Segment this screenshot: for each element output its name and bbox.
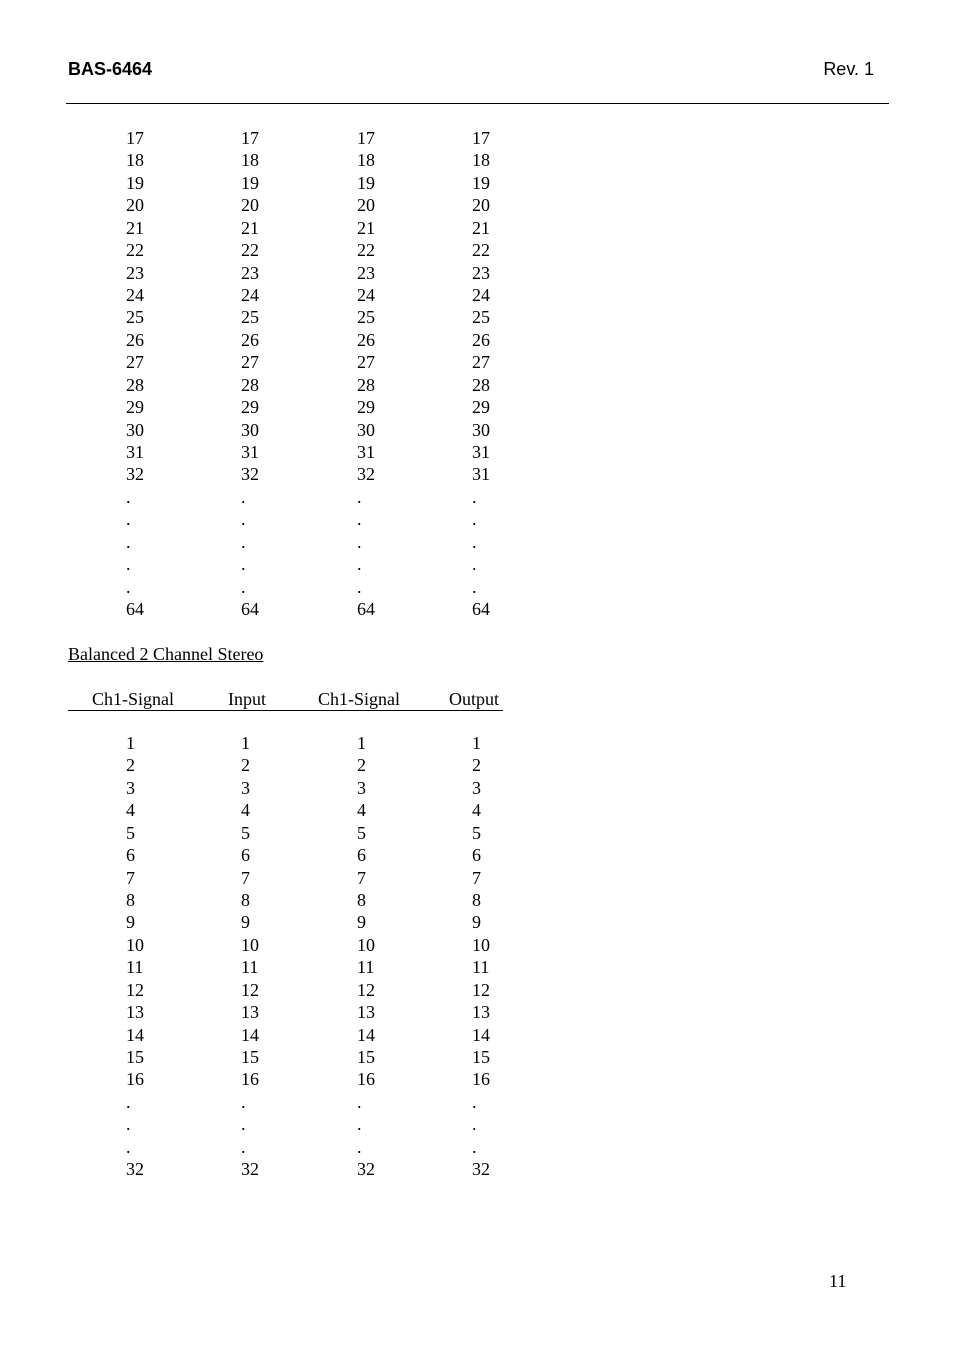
- table-cell: 32: [126, 464, 144, 485]
- table-cell: 5: [241, 822, 250, 843]
- table-cell: .: [241, 486, 246, 507]
- table-cell: 24: [241, 285, 259, 305]
- table-cell: 14: [472, 1024, 490, 1045]
- table-cell: 14: [241, 1024, 259, 1045]
- table-cell: 10: [472, 934, 490, 955]
- table-cell: 15: [126, 1047, 144, 1068]
- table-cell: 11: [357, 957, 375, 978]
- table-cell: 28: [241, 374, 259, 395]
- table-cell: .: [472, 1136, 477, 1157]
- table-cell: .: [472, 531, 477, 552]
- table-cell: .: [241, 509, 246, 530]
- table-cell: 19: [472, 172, 490, 193]
- table-cell: 64: [357, 599, 375, 620]
- table-cell: 18: [241, 150, 259, 171]
- table-cell: 32: [241, 1159, 259, 1180]
- table-cell: 31: [126, 442, 144, 463]
- page-number: 11: [829, 1271, 847, 1291]
- table-cell: 1: [126, 733, 135, 753]
- table-cell: 64: [472, 599, 490, 620]
- table-cell: 22: [126, 240, 144, 261]
- table-cell: 29: [241, 397, 259, 418]
- table-cell: 23: [472, 262, 490, 283]
- table-cell: 19: [241, 172, 259, 193]
- table-cell: 64: [241, 599, 259, 620]
- table-cell: 20: [357, 195, 375, 216]
- table-cell: 30: [472, 419, 490, 440]
- table-cell: 30: [126, 419, 144, 440]
- table-cell: 7: [126, 867, 135, 888]
- column-header-input: Input: [228, 689, 266, 709]
- table-cell: 8: [357, 890, 366, 910]
- table-cell: 16: [241, 1069, 259, 1090]
- table-cell: 4: [126, 800, 135, 821]
- table-cell: 20: [126, 195, 144, 216]
- table-cell: 8: [472, 890, 481, 910]
- table-cell: 3: [472, 777, 481, 798]
- table-cell: 19: [126, 172, 144, 193]
- table-cell: 27: [126, 352, 144, 373]
- table-cell: .: [126, 531, 131, 552]
- table-cell: 27: [241, 352, 259, 373]
- table-cell: 9: [241, 912, 250, 933]
- table-cell: .: [126, 1114, 131, 1135]
- table-cell: .: [357, 1114, 362, 1135]
- table-cell: 29: [472, 397, 490, 418]
- table-cell: 9: [472, 912, 481, 933]
- table-cell: .: [357, 1136, 362, 1157]
- table-cell: .: [241, 1136, 246, 1157]
- table-cell: 6: [241, 845, 250, 866]
- table-cell: .: [126, 486, 131, 507]
- table-cell: 17: [357, 128, 375, 148]
- table-cell: 3: [241, 777, 250, 798]
- table-cell: 16: [472, 1069, 490, 1090]
- table-cell: 1: [357, 733, 366, 753]
- table-cell: .: [357, 509, 362, 530]
- table-cell: .: [357, 1091, 362, 1112]
- table-cell: 28: [472, 374, 490, 395]
- table-cell: 25: [357, 307, 375, 328]
- table-cell: 5: [472, 822, 481, 843]
- table-cell: 23: [241, 262, 259, 283]
- table-cell: 29: [126, 397, 144, 418]
- table-cell: 16: [357, 1069, 375, 1090]
- table-cell: 5: [357, 822, 366, 843]
- table-cell: 8: [126, 890, 135, 910]
- table-cell: 25: [126, 307, 144, 328]
- table-cell: 21: [472, 217, 490, 238]
- table-cell: 15: [472, 1047, 490, 1068]
- table-cell: 7: [357, 867, 366, 888]
- table-cell: 32: [241, 464, 259, 485]
- table-cell: 21: [241, 217, 259, 238]
- table-cell: 32: [357, 464, 375, 485]
- table-cell: 25: [241, 307, 259, 328]
- table-cell: 17: [472, 128, 490, 148]
- table-cell: 21: [357, 217, 375, 238]
- table-cell: 10: [357, 934, 375, 955]
- table-cell: 21: [126, 217, 144, 238]
- table-cell: 23: [357, 262, 375, 283]
- table-cell: 4: [357, 800, 366, 821]
- table-cell: 15: [357, 1047, 375, 1068]
- table-cell: 2: [357, 755, 366, 776]
- table-cell: 12: [241, 979, 259, 1000]
- table-cell: 13: [126, 1002, 144, 1023]
- table-cell: 8: [241, 890, 250, 910]
- table-cell: 11: [126, 957, 144, 978]
- table-cell: .: [357, 531, 362, 552]
- table-cell: .: [241, 554, 246, 575]
- table-cell: 29: [357, 397, 375, 418]
- table-cell: 1: [241, 733, 250, 753]
- table-cell: .: [357, 554, 362, 575]
- table-cell: 13: [357, 1002, 375, 1023]
- table-cell: .: [357, 486, 362, 507]
- table-cell: 24: [472, 285, 490, 305]
- table-cell: 13: [241, 1002, 259, 1023]
- table-cell: 19: [357, 172, 375, 193]
- table-cell: 7: [472, 867, 481, 888]
- table-cell: 28: [357, 374, 375, 395]
- table-cell: 2: [472, 755, 481, 776]
- table-cell: .: [472, 1114, 477, 1135]
- table-cell: .: [126, 1091, 131, 1112]
- table-cell: 27: [357, 352, 375, 373]
- header-divider: [66, 103, 889, 104]
- table-header-row: [68, 688, 503, 711]
- table-cell: 10: [126, 934, 144, 955]
- table-cell: 22: [472, 240, 490, 261]
- table-cell: .: [357, 576, 362, 597]
- table-cell: 64: [126, 599, 144, 620]
- table-cell: .: [126, 554, 131, 575]
- table-cell: 3: [126, 777, 135, 798]
- table-cell: 32: [126, 1159, 144, 1180]
- table-cell: 30: [241, 419, 259, 440]
- table-cell: .: [472, 486, 477, 507]
- table-cell: 26: [357, 329, 375, 350]
- table-cell: 26: [472, 329, 490, 350]
- table-cell: 4: [472, 800, 481, 821]
- table-cell: .: [241, 531, 246, 552]
- table-cell: 11: [241, 957, 259, 978]
- table-cell: 6: [126, 845, 135, 866]
- table-cell: 31: [472, 442, 490, 463]
- table-cell: 17: [241, 128, 259, 148]
- table-cell: 17: [126, 128, 144, 148]
- table-cell: .: [241, 576, 246, 597]
- table-cell: 12: [357, 979, 375, 1000]
- table-cell: 3: [357, 777, 366, 798]
- table-cell: 13: [472, 1002, 490, 1023]
- table-cell: 18: [472, 150, 490, 171]
- document-id: BAS-6464: [68, 59, 153, 79]
- table-cell: .: [472, 1091, 477, 1112]
- table-cell: 31: [241, 442, 259, 463]
- table-cell: .: [126, 509, 131, 530]
- table-cell: 23: [126, 262, 144, 283]
- table-cell: 10: [241, 934, 259, 955]
- column-header-ch1-signal-input: Ch1-Signal: [92, 689, 175, 709]
- table-cell: 7: [241, 867, 250, 888]
- table-cell: 22: [357, 240, 375, 261]
- table-cell: .: [241, 1091, 246, 1112]
- table-cell: 26: [126, 329, 144, 350]
- table-cell: 18: [357, 150, 375, 171]
- table-cell: 24: [357, 285, 375, 305]
- table-cell: 32: [472, 1159, 490, 1180]
- table-cell: .: [472, 576, 477, 597]
- table-cell: 9: [126, 912, 135, 933]
- table-cell: .: [472, 554, 477, 575]
- table-cell: 14: [357, 1024, 375, 1045]
- table-cell: 12: [472, 979, 490, 1000]
- table-cell: 6: [357, 845, 366, 866]
- column-header-ch1-signal-output: Ch1-Signal: [318, 689, 401, 709]
- table-cell: 30: [357, 419, 375, 440]
- table-cell: 20: [241, 195, 259, 216]
- table-cell: 14: [126, 1024, 144, 1045]
- table-cell: 25: [472, 307, 490, 328]
- table-cell: 24: [126, 285, 144, 305]
- table-cell: 31: [472, 464, 490, 485]
- table-cell: .: [472, 509, 477, 530]
- revision-label: Rev. 1: [823, 59, 874, 79]
- table-cell: 16: [126, 1069, 144, 1090]
- table-cell: 18: [126, 150, 144, 171]
- table-cell: .: [126, 576, 131, 597]
- table-cell: 28: [126, 374, 144, 395]
- table-cell: 11: [472, 957, 490, 978]
- table-cell: 32: [357, 1159, 375, 1180]
- table-cell: 27: [472, 352, 490, 373]
- table-cell: .: [126, 1136, 131, 1157]
- table-cell: .: [241, 1114, 246, 1135]
- table-cell: 31: [357, 442, 375, 463]
- table-cell: 2: [126, 755, 135, 776]
- section-title: Balanced 2 Channel Stereo: [68, 644, 264, 664]
- table-cell: 12: [126, 979, 144, 1000]
- table-cell: 2: [241, 755, 250, 776]
- table-cell: 6: [472, 845, 481, 866]
- column-header-output: Output: [449, 689, 500, 709]
- table-cell: 5: [126, 822, 135, 843]
- table-cell: 4: [241, 800, 250, 821]
- table-cell: 20: [472, 195, 490, 216]
- table-cell: 22: [241, 240, 259, 261]
- table-cell: 9: [357, 912, 366, 933]
- table-cell: 15: [241, 1047, 259, 1068]
- table-cell: 1: [472, 733, 481, 753]
- table-cell: 26: [241, 329, 259, 350]
